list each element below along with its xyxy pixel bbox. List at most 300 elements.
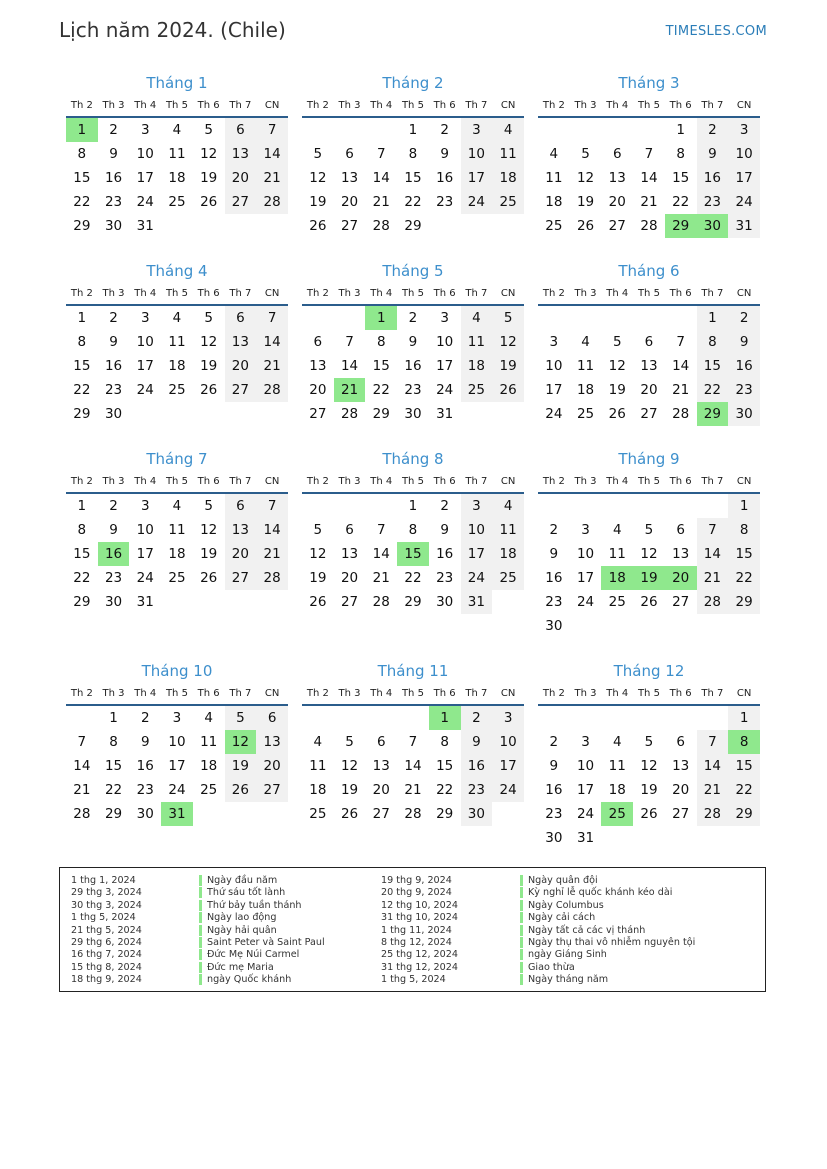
day-cell[interactable]: 24 [461,190,493,214]
day-cell[interactable]: 13 [225,330,257,354]
day-cell[interactable]: 6 [225,305,257,330]
day-cell[interactable]: 1 [408,498,418,514]
day-cell[interactable]: 10 [492,730,524,754]
day-cell[interactable]: 16 [98,542,130,566]
day-cell[interactable]: 26 [200,194,218,210]
day-cell[interactable]: 8 [408,522,418,538]
day-cell[interactable]: 2 [440,122,449,138]
day-cell[interactable]: 14 [340,358,359,374]
day-cell[interactable]: 13 [225,518,257,542]
day-cell[interactable]: 9 [109,522,118,538]
day-cell[interactable]: 18 [200,758,218,774]
day-cell[interactable]: 7 [697,518,729,542]
day-cell[interactable]: 23 [136,782,154,798]
day-cell[interactable]: 9 [728,330,760,354]
day-cell[interactable]: 24 [492,778,524,802]
day-cell[interactable]: 16 [436,546,454,562]
day-cell[interactable]: 20 [640,382,658,398]
day-cell[interactable]: 25 [576,406,595,422]
day-cell[interactable]: 6 [676,734,685,750]
day-cell[interactable]: 31 [461,590,493,614]
day-cell[interactable]: 1 [676,122,685,138]
day-cell[interactable]: 10 [576,546,595,562]
day-cell[interactable]: 11 [492,518,524,542]
day-cell[interactable]: 15 [697,354,729,378]
day-cell[interactable]: 2 [140,710,150,726]
day-cell[interactable]: 24 [168,782,186,798]
day-cell[interactable]: 3 [140,122,150,138]
day-cell[interactable]: 15 [404,170,422,186]
day-cell[interactable]: 22 [728,566,760,590]
day-cell[interactable]: 27 [225,566,257,590]
day-cell[interactable]: 25 [601,802,633,826]
day-cell[interactable]: 13 [608,170,626,186]
day-cell[interactable]: 30 [461,802,493,826]
day-cell[interactable]: 14 [256,330,288,354]
day-cell[interactable]: 6 [225,493,257,518]
day-cell[interactable]: 21 [372,194,390,210]
day-cell[interactable]: 5 [204,498,213,514]
day-cell[interactable]: 3 [728,117,760,142]
day-cell[interactable]: 10 [545,358,563,374]
day-cell[interactable]: 24 [545,406,563,422]
day-cell[interactable]: 9 [697,142,729,166]
day-cell[interactable]: 23 [545,594,563,610]
day-cell[interactable]: 26 [608,406,626,422]
day-cell[interactable]: 19 [608,382,626,398]
day-cell[interactable]: 5 [492,305,524,330]
day-cell[interactable]: 18 [309,782,327,798]
day-cell[interactable]: 13 [672,546,690,562]
day-cell[interactable]: 14 [256,142,288,166]
day-cell[interactable]: 7 [345,334,354,350]
day-cell[interactable]: 29 [728,802,760,826]
day-cell[interactable]: 13 [672,758,690,774]
day-cell[interactable]: 6 [676,522,685,538]
day-cell[interactable]: 26 [225,778,257,802]
day-cell[interactable]: 4 [612,522,622,538]
day-cell[interactable]: 1 [77,498,87,514]
day-cell[interactable]: 16 [545,782,563,798]
day-cell[interactable]: 12 [640,758,658,774]
day-cell[interactable]: 20 [340,194,359,210]
day-cell[interactable]: 16 [104,170,123,186]
day-cell[interactable]: 15 [104,758,123,774]
day-cell[interactable]: 3 [461,493,493,518]
day-cell[interactable]: 3 [140,498,150,514]
day-cell[interactable]: 21 [256,354,288,378]
day-cell[interactable]: 14 [73,758,91,774]
day-cell[interactable]: 20 [665,566,697,590]
day-cell[interactable]: 20 [372,782,390,798]
day-cell[interactable]: 27 [672,806,690,822]
day-cell[interactable]: 20 [340,570,359,586]
day-cell[interactable]: 13 [372,758,390,774]
day-cell[interactable]: 19 [225,754,257,778]
day-cell[interactable]: 3 [581,522,590,538]
day-cell[interactable]: 23 [728,378,760,402]
day-cell[interactable]: 6 [313,334,323,350]
day-cell[interactable]: 31 [161,802,193,826]
day-cell[interactable]: 1 [77,310,87,326]
day-cell[interactable]: 8 [376,334,386,350]
day-cell[interactable]: 10 [168,734,186,750]
day-cell[interactable]: 11 [168,522,186,538]
day-cell[interactable]: 21 [672,382,690,398]
day-cell[interactable]: 17 [136,546,154,562]
day-cell[interactable]: 8 [408,146,418,162]
day-cell[interactable]: 5 [313,146,323,162]
day-cell[interactable]: 18 [601,566,633,590]
day-cell[interactable]: 25 [168,194,186,210]
day-cell[interactable]: 25 [545,218,563,234]
day-cell[interactable]: 30 [404,406,422,422]
day-cell[interactable]: 3 [492,705,524,730]
day-cell[interactable]: 14 [640,170,658,186]
day-cell[interactable]: 27 [340,218,359,234]
day-cell[interactable]: 1 [66,117,98,142]
day-cell[interactable]: 12 [492,330,524,354]
day-cell[interactable]: 4 [172,122,182,138]
day-cell[interactable]: 3 [461,117,493,142]
day-cell[interactable]: 27 [640,406,658,422]
day-cell[interactable]: 18 [168,170,186,186]
day-cell[interactable]: 17 [728,166,760,190]
day-cell[interactable]: 21 [640,194,658,210]
day-cell[interactable]: 28 [372,594,390,610]
day-cell[interactable]: 29 [665,214,697,238]
day-cell[interactable]: 26 [309,594,327,610]
day-cell[interactable]: 15 [728,754,760,778]
day-cell[interactable]: 11 [168,334,186,350]
day-cell[interactable]: 18 [492,166,524,190]
day-cell[interactable]: 13 [340,170,359,186]
day-cell[interactable]: 21 [256,166,288,190]
day-cell[interactable]: 3 [549,334,559,350]
day-cell[interactable]: 9 [109,146,118,162]
day-cell[interactable]: 15 [73,358,91,374]
day-cell[interactable]: 8 [676,146,685,162]
day-cell[interactable]: 5 [204,310,213,326]
day-cell[interactable]: 16 [404,358,422,374]
day-cell[interactable]: 9 [440,146,449,162]
day-cell[interactable]: 28 [640,218,658,234]
day-cell[interactable]: 23 [104,570,123,586]
day-cell[interactable]: 8 [728,518,760,542]
day-cell[interactable]: 25 [492,190,524,214]
day-cell[interactable]: 18 [545,194,563,210]
day-cell[interactable]: 20 [225,166,257,190]
day-cell[interactable]: 24 [136,570,154,586]
day-cell[interactable]: 4 [492,117,524,142]
day-cell[interactable]: 6 [256,705,288,730]
day-cell[interactable]: 26 [492,378,524,402]
day-cell[interactable]: 28 [372,218,390,234]
day-cell[interactable]: 11 [608,758,626,774]
day-cell[interactable]: 7 [408,734,418,750]
day-cell[interactable]: 29 [404,218,422,234]
day-cell[interactable]: 30 [545,830,563,846]
day-cell[interactable]: 7 [697,730,729,754]
day-cell[interactable]: 1 [697,305,729,330]
day-cell[interactable]: 12 [200,334,218,350]
day-cell[interactable]: 24 [461,566,493,590]
day-cell[interactable]: 22 [73,570,91,586]
day-cell[interactable]: 23 [104,194,123,210]
day-cell[interactable]: 1 [429,705,461,730]
day-cell[interactable]: 28 [256,566,288,590]
day-cell[interactable]: 6 [345,522,354,538]
day-cell[interactable]: 2 [109,310,118,326]
day-cell[interactable]: 19 [200,170,218,186]
day-cell[interactable]: 14 [372,546,390,562]
day-cell[interactable]: 18 [608,782,626,798]
day-cell[interactable]: 6 [644,334,654,350]
day-cell[interactable]: 4 [581,334,590,350]
day-cell[interactable]: 16 [697,166,729,190]
day-cell[interactable]: 30 [104,594,123,610]
day-cell[interactable]: 14 [697,542,729,566]
day-cell[interactable]: 22 [404,194,422,210]
day-cell[interactable]: 13 [640,358,658,374]
day-cell[interactable]: 24 [576,806,595,822]
day-cell[interactable]: 2 [549,734,559,750]
day-cell[interactable]: 23 [436,194,454,210]
day-cell[interactable]: 12 [200,146,218,162]
day-cell[interactable]: 28 [73,806,91,822]
day-cell[interactable]: 20 [309,382,327,398]
day-cell[interactable]: 14 [697,754,729,778]
day-cell[interactable]: 30 [136,806,154,822]
day-cell[interactable]: 21 [372,570,390,586]
day-cell[interactable]: 21 [404,782,422,798]
day-cell[interactable]: 2 [461,705,493,730]
day-cell[interactable]: 1 [728,493,760,518]
day-cell[interactable]: 16 [104,358,123,374]
day-cell[interactable]: 22 [728,778,760,802]
day-cell[interactable]: 29 [73,218,91,234]
day-cell[interactable]: 7 [77,734,87,750]
day-cell[interactable]: 20 [225,542,257,566]
day-cell[interactable]: 25 [309,806,327,822]
day-cell[interactable]: 19 [640,782,658,798]
day-cell[interactable]: 14 [404,758,422,774]
day-cell[interactable]: 27 [608,218,626,234]
day-cell[interactable]: 16 [136,758,154,774]
day-cell[interactable]: 8 [728,730,760,754]
day-cell[interactable]: 13 [309,358,327,374]
day-cell[interactable]: 31 [436,406,454,422]
day-cell[interactable]: 5 [225,705,257,730]
day-cell[interactable]: 15 [672,170,690,186]
day-cell[interactable]: 18 [492,542,524,566]
day-cell[interactable]: 31 [728,214,760,238]
day-cell[interactable]: 7 [256,493,288,518]
day-cell[interactable]: 2 [109,498,118,514]
day-cell[interactable]: 7 [256,305,288,330]
day-cell[interactable]: 25 [608,594,626,610]
day-cell[interactable]: 2 [408,310,418,326]
day-cell[interactable]: 5 [204,122,213,138]
day-cell[interactable]: 28 [256,190,288,214]
day-cell[interactable]: 11 [200,734,218,750]
day-cell[interactable]: 22 [404,570,422,586]
day-cell[interactable]: 10 [136,522,154,538]
day-cell[interactable]: 21 [697,566,729,590]
day-cell[interactable]: 22 [73,382,91,398]
day-cell[interactable]: 6 [345,146,354,162]
day-cell[interactable]: 2 [549,522,559,538]
day-cell[interactable]: 15 [73,170,91,186]
day-cell[interactable]: 28 [340,406,359,422]
day-cell[interactable]: 27 [225,378,257,402]
day-cell[interactable]: 9 [408,334,418,350]
day-cell[interactable]: 30 [104,406,123,422]
day-cell[interactable]: 2 [728,305,760,330]
day-cell[interactable]: 7 [676,334,685,350]
day-cell[interactable]: 4 [204,710,213,726]
day-cell[interactable]: 17 [136,170,154,186]
day-cell[interactable]: 20 [225,354,257,378]
day-cell[interactable]: 9 [461,730,493,754]
day-cell[interactable]: 21 [334,378,366,402]
day-cell[interactable]: 17 [576,570,595,586]
day-cell[interactable]: 21 [256,542,288,566]
day-cell[interactable]: 6 [376,734,386,750]
day-cell[interactable]: 8 [697,330,729,354]
day-cell[interactable]: 12 [576,170,595,186]
day-cell[interactable]: 26 [640,806,658,822]
day-cell[interactable]: 7 [256,117,288,142]
day-cell[interactable]: 8 [109,734,118,750]
day-cell[interactable]: 2 [697,117,729,142]
day-cell[interactable]: 5 [581,146,590,162]
day-cell[interactable]: 10 [576,758,595,774]
day-cell[interactable]: 17 [168,758,186,774]
day-cell[interactable]: 27 [340,594,359,610]
day-cell[interactable]: 11 [545,170,563,186]
day-cell[interactable]: 19 [576,194,595,210]
day-cell[interactable]: 25 [168,382,186,398]
day-cell[interactable]: 28 [256,378,288,402]
day-cell[interactable]: 5 [345,734,354,750]
day-cell[interactable]: 29 [728,590,760,614]
day-cell[interactable]: 24 [576,594,595,610]
day-cell[interactable]: 9 [549,546,559,562]
day-cell[interactable]: 11 [168,146,186,162]
day-cell[interactable]: 14 [256,518,288,542]
day-cell[interactable]: 8 [77,522,87,538]
day-cell[interactable]: 16 [461,754,493,778]
day-cell[interactable]: 26 [576,218,595,234]
day-cell[interactable]: 29 [104,806,123,822]
day-cell[interactable]: 23 [545,806,563,822]
day-cell[interactable]: 20 [672,782,690,798]
day-cell[interactable]: 31 [136,218,154,234]
day-cell[interactable]: 22 [672,194,690,210]
day-cell[interactable]: 7 [644,146,654,162]
day-cell[interactable]: 16 [728,354,760,378]
day-cell[interactable]: 11 [576,358,595,374]
day-cell[interactable]: 6 [612,146,622,162]
day-cell[interactable]: 15 [436,758,454,774]
day-cell[interactable]: 6 [225,117,257,142]
day-cell[interactable]: 3 [172,710,182,726]
day-cell[interactable]: 20 [608,194,626,210]
day-cell[interactable]: 23 [104,382,123,398]
day-cell[interactable]: 19 [340,782,359,798]
day-cell[interactable]: 12 [309,546,327,562]
day-cell[interactable]: 25 [461,378,493,402]
day-cell[interactable]: 17 [436,358,454,374]
day-cell[interactable]: 16 [436,170,454,186]
day-cell[interactable]: 5 [612,334,622,350]
day-cell[interactable]: 4 [461,305,493,330]
day-cell[interactable]: 24 [136,194,154,210]
day-cell[interactable]: 12 [608,358,626,374]
day-cell[interactable]: 10 [461,142,493,166]
day-cell[interactable]: 2 [440,498,449,514]
day-cell[interactable]: 19 [492,354,524,378]
day-cell[interactable]: 7 [376,522,386,538]
day-cell[interactable]: 12 [340,758,359,774]
day-cell[interactable]: 12 [309,170,327,186]
day-cell[interactable]: 5 [313,522,323,538]
day-cell[interactable]: 22 [73,194,91,210]
day-cell[interactable]: 2 [109,122,118,138]
day-cell[interactable]: 11 [461,330,493,354]
day-cell[interactable]: 19 [309,570,327,586]
day-cell[interactable]: 21 [697,778,729,802]
day-cell[interactable]: 30 [545,618,563,634]
day-cell[interactable]: 27 [256,778,288,802]
day-cell[interactable]: 29 [697,402,729,426]
day-cell[interactable]: 1 [365,305,397,330]
day-cell[interactable]: 9 [109,334,118,350]
day-cell[interactable]: 1 [728,705,760,730]
day-cell[interactable]: 17 [461,542,493,566]
day-cell[interactable]: 20 [256,754,288,778]
day-cell[interactable]: 23 [436,570,454,586]
day-cell[interactable]: 23 [461,778,493,802]
day-cell[interactable]: 4 [172,310,182,326]
day-cell[interactable]: 17 [545,382,563,398]
day-cell[interactable]: 30 [728,402,760,426]
day-cell[interactable]: 4 [492,493,524,518]
day-cell[interactable]: 17 [461,166,493,190]
day-cell[interactable]: 11 [309,758,327,774]
day-cell[interactable]: 25 [492,566,524,590]
day-cell[interactable]: 24 [728,190,760,214]
day-cell[interactable]: 28 [672,406,690,422]
day-cell[interactable]: 17 [576,782,595,798]
day-cell[interactable]: 15 [397,542,429,566]
day-cell[interactable]: 3 [140,310,150,326]
day-cell[interactable]: 30 [104,218,123,234]
day-cell[interactable]: 13 [225,142,257,166]
day-cell[interactable]: 28 [697,802,729,826]
day-cell[interactable]: 26 [640,594,658,610]
day-cell[interactable]: 14 [672,358,690,374]
day-cell[interactable]: 17 [136,358,154,374]
day-cell[interactable]: 19 [633,566,665,590]
day-cell[interactable]: 19 [309,194,327,210]
day-cell[interactable]: 10 [436,334,454,350]
day-cell[interactable]: 13 [256,730,288,754]
day-cell[interactable]: 4 [172,498,182,514]
day-cell[interactable]: 9 [549,758,559,774]
day-cell[interactable]: 4 [313,734,323,750]
